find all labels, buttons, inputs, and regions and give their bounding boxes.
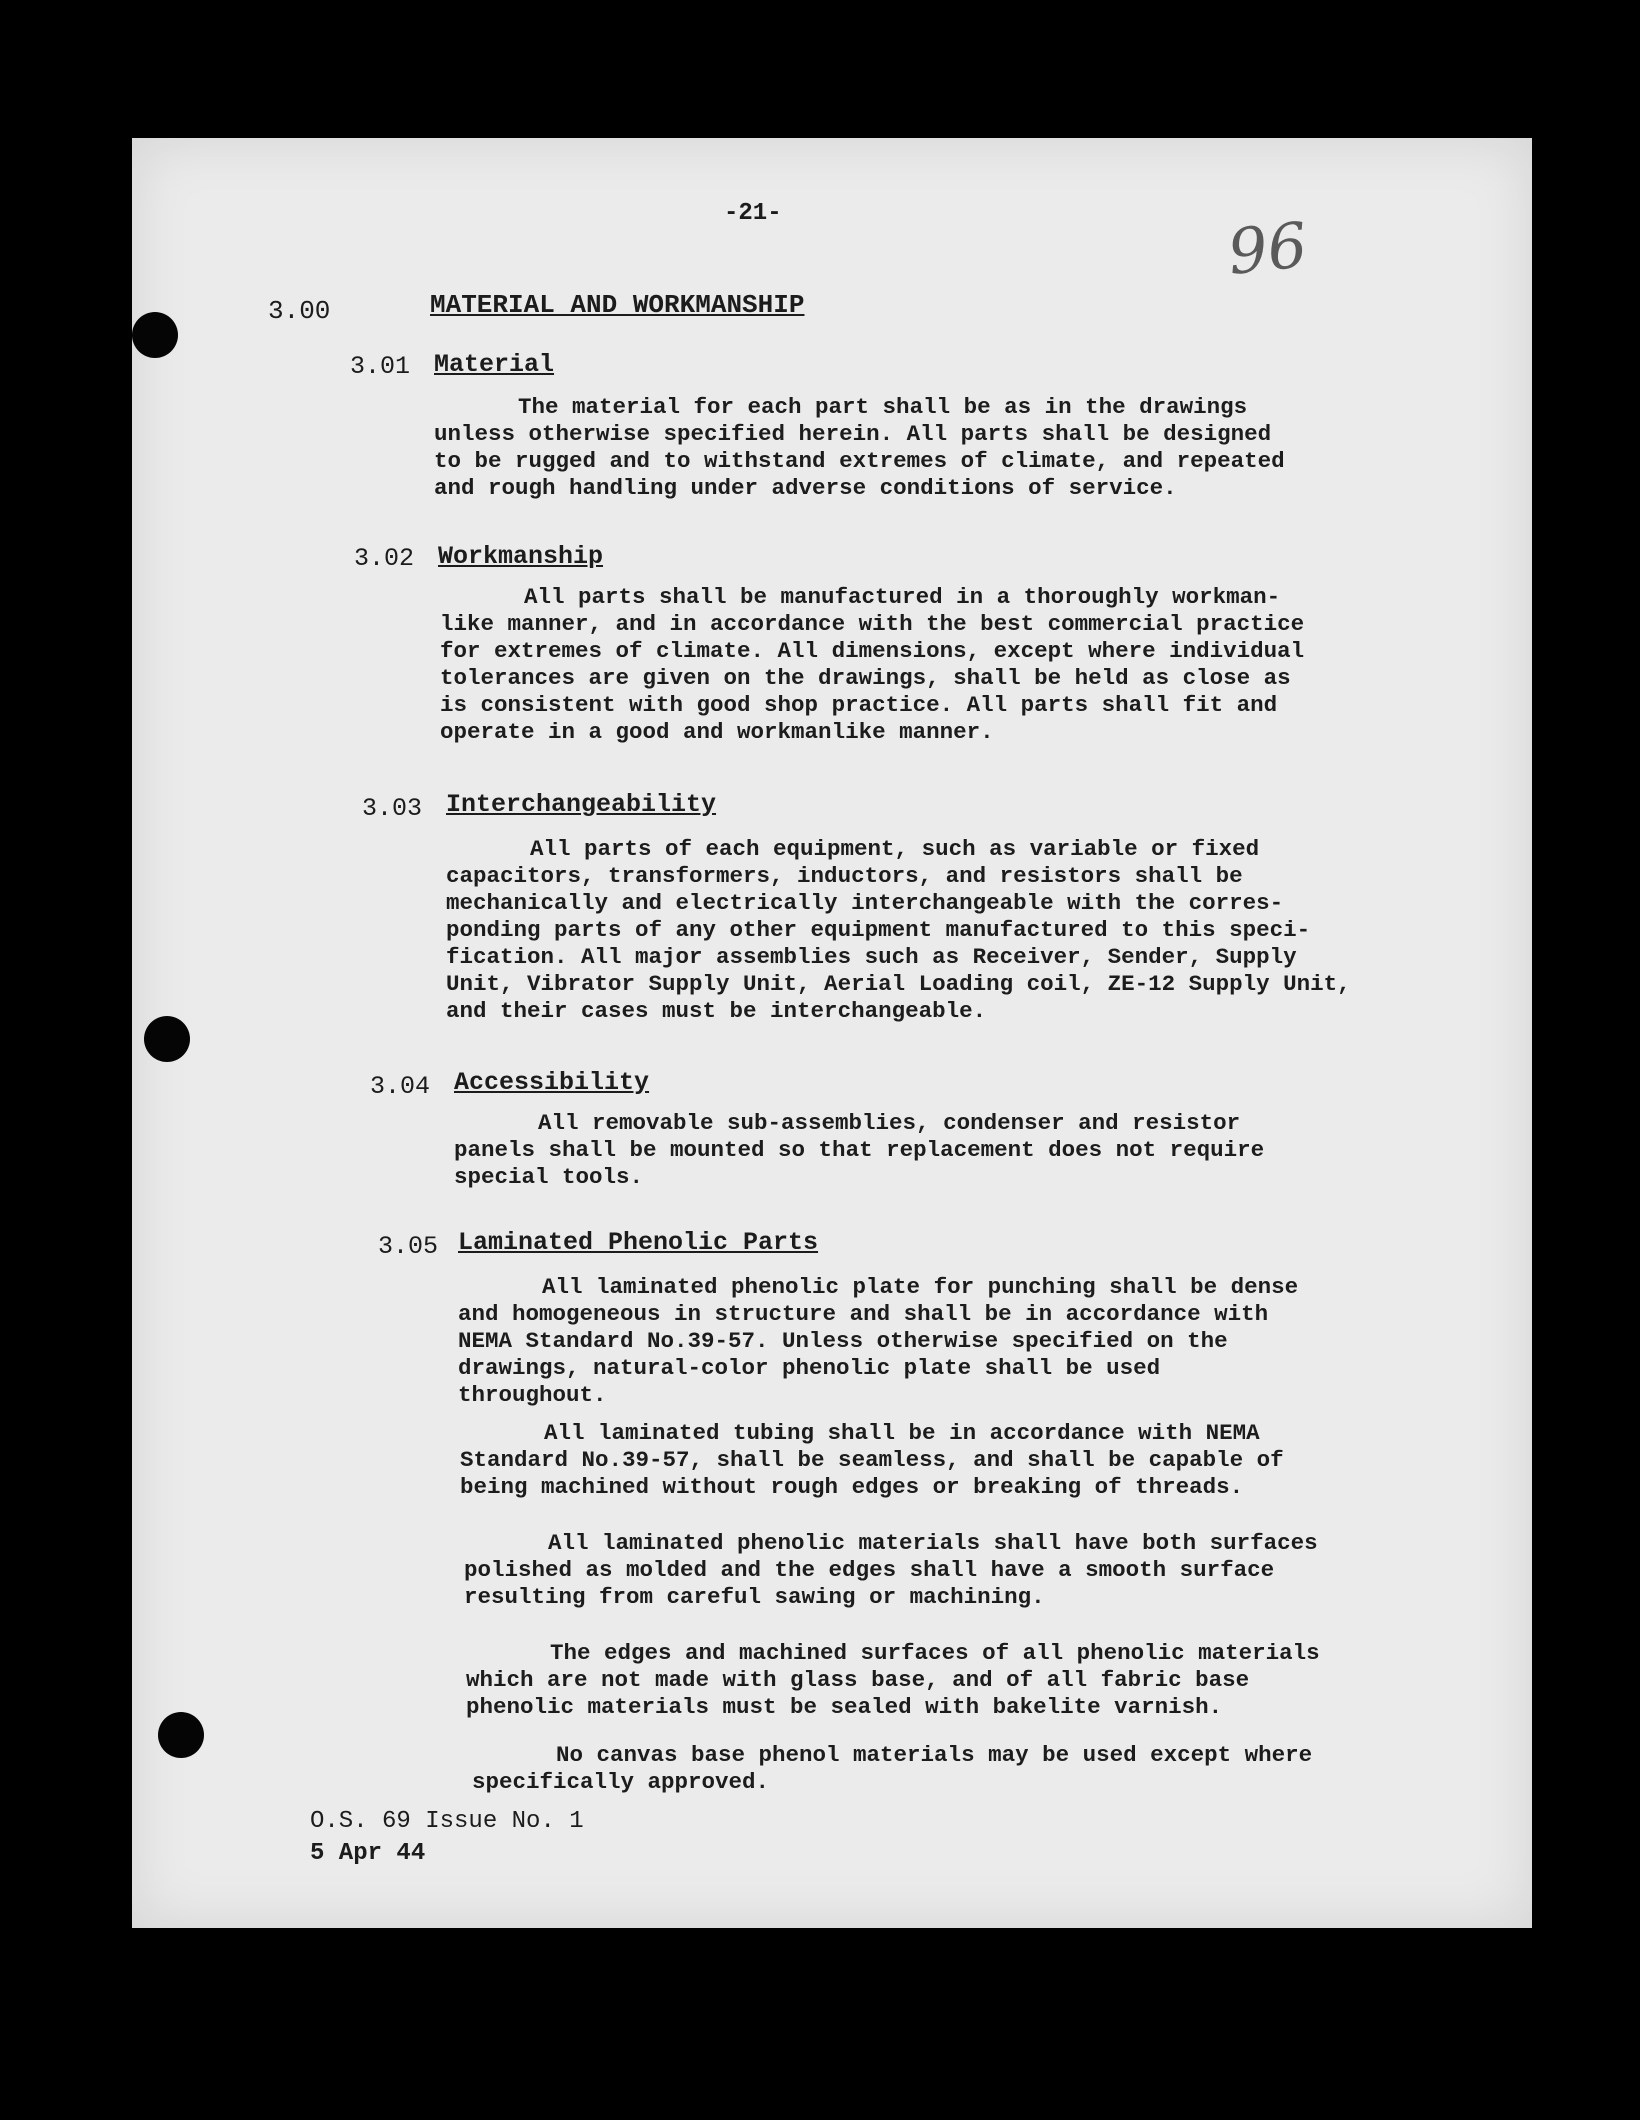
handwritten-folio-number: 96 xyxy=(1224,208,1311,289)
paragraph: No canvas base phenol materials may be used except where specifically approved. xyxy=(472,1742,1313,1795)
paragraph: All removable sub-assemblies, condenser and resistor panels shall be mounted so that replacement does not require special tools. xyxy=(454,1110,1265,1190)
paragraph: The edges and machined surfaces of all phenolic materials which are not made with glass base, and of all fabric base phenolic materials must be sealed with bakelite varnish. xyxy=(466,1640,1320,1720)
paragraph: All parts of each equipment, such as variable or fixed capacitors, transformers, inductors, and resistors shall be mechanically and electrically interchangeable with the corres-ponding parts of any other equipment manufactured to this speci-fication. All major assemblies such as Receiver, Sender, Supply Unit, Vibrator Supply Unit, Aerial Loading coil, ZE-12 Supply Unit, and their cases must be interchangeable. xyxy=(446,836,1351,1024)
paragraph: All parts shall be manufactured in a thoroughly workman-like manner, and in accordance with the best commercial practice for extremes of climate. All dimensions, except where individual tolerances are given on the drawings, shall be held as close as is consistent with good shop practice. All parts shall fit and operate in a good and workmanlike manner. xyxy=(440,584,1305,745)
spec-issue: O.S. 69 Issue No. 1 xyxy=(310,1808,584,1835)
punch-hole-bottom xyxy=(158,1712,204,1758)
paragraph: All laminated phenolic materials shall have both surfaces polished as molded and the edges shall have a smooth surface resulting from careful sawing or machining. xyxy=(464,1530,1318,1610)
paragraph: All laminated tubing shall be in accordance with NEMA Standard No.39-57, shall be seamless, and shall be capable of being machined without rough edges or breaking of threads. xyxy=(460,1420,1284,1500)
subsection-number: 3.04 xyxy=(370,1072,431,1101)
subsection-number: 3.05 xyxy=(378,1232,439,1261)
issue-date: 5 Apr 44 xyxy=(310,1840,426,1867)
section-number: 3.00 xyxy=(268,296,331,326)
paragraph: The material for each part shall be as in the drawings unless otherwise specified herein. All parts shall be designed to be rugged and to withstand extremes of climate, and repeated and rough handling under adverse conditions of service. xyxy=(434,394,1285,501)
subsection-title: Interchangeability xyxy=(446,790,717,819)
subsection-number: 3.01 xyxy=(350,352,411,381)
page-number: -21- xyxy=(724,200,782,227)
punch-hole-top xyxy=(132,312,178,358)
subsection-number: 3.02 xyxy=(354,544,415,573)
punch-hole-middle xyxy=(144,1016,190,1062)
section-title: MATERIAL AND WORKMANSHIP xyxy=(430,290,805,320)
document-footer xyxy=(310,1806,584,1870)
subsection-title: Laminated Phenolic Parts xyxy=(458,1228,819,1257)
subsection-title: Accessibility xyxy=(454,1068,650,1097)
paragraph: All laminated phenolic plate for punching shall be dense and homogeneous in structure and shall be in accordance with NEMA Standard No.39-57. Unless otherwise specified on the drawings, natural-color phenolic plate shall be used throughout. xyxy=(458,1274,1299,1408)
subsection-title: Material xyxy=(434,350,555,379)
subsection-title: Workmanship xyxy=(438,542,604,571)
subsection-number: 3.03 xyxy=(362,794,423,823)
